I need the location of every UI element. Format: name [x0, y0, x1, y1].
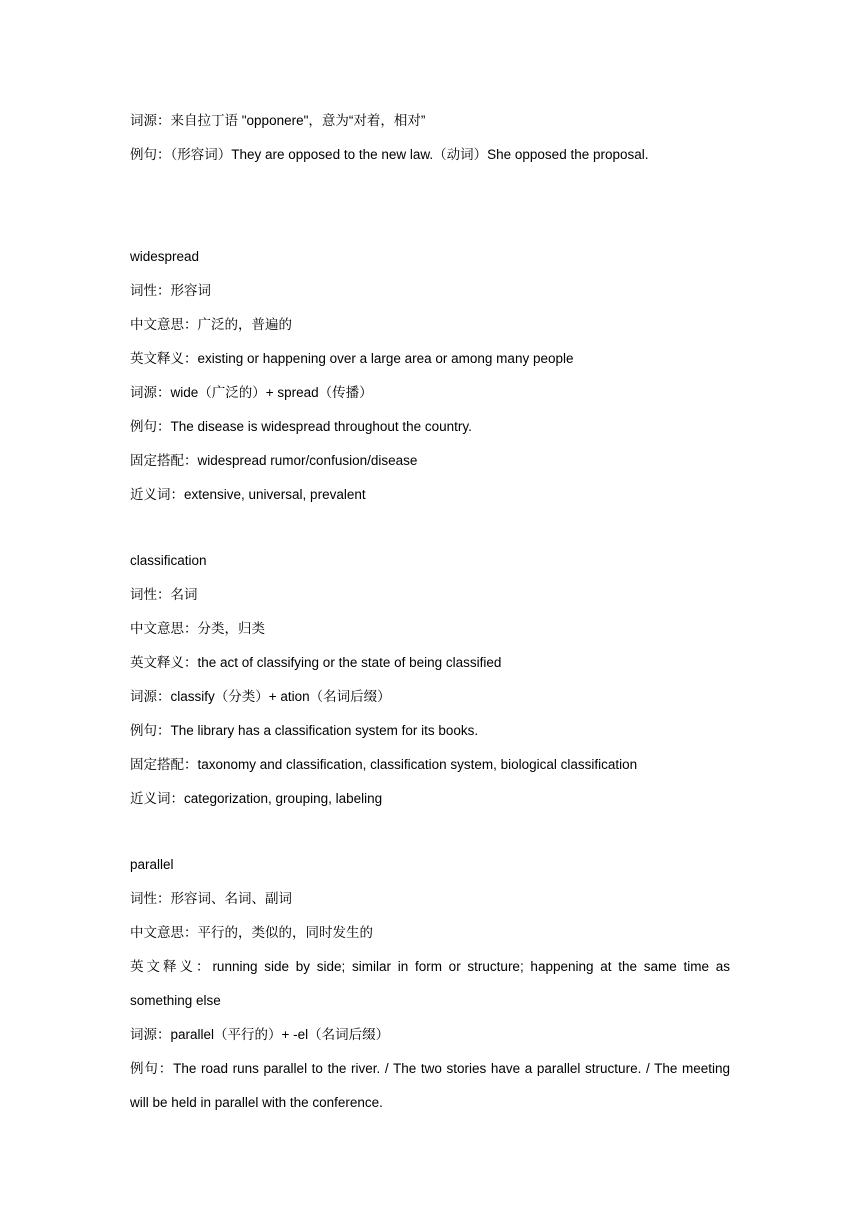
entry-word: widespread — [130, 249, 200, 264]
entry-etymology: 词源：parallel（平行的）+ -el（名词后缀） — [130, 1027, 390, 1042]
entry-meaning-en: 英文释义：the act of classifying or the state of being classified — [130, 655, 502, 670]
entry-meaning-cn: 中文意思：平行的，类似的，同时发生的 — [130, 925, 373, 940]
entry-synonyms: 近义词：extensive, universal, prevalent — [130, 487, 366, 502]
entry-collocation: 固定搭配：taxonomy and classification, classification system, biological classification — [130, 757, 638, 772]
entry-pos: 词性：形容词 — [130, 283, 211, 298]
entry-word: parallel — [130, 857, 174, 872]
intro-example: 例句：（形容词）They are opposed to the new law.（动词）She opposed the proposal. — [130, 147, 649, 162]
intro-etymology: 词源：来自拉丁语 "opponere"，意为“对着，相对” — [130, 113, 426, 128]
entry-widespread — [130, 240, 730, 512]
entry-meaning-en: 英文释义：running side by side; similar in form or structure; happening at the same time as something else — [130, 959, 730, 1008]
entry-classification — [130, 544, 730, 816]
entry-meaning-cn: 中文意思：广泛的，普遍的 — [130, 317, 292, 332]
entry-parallel — [130, 848, 730, 1120]
entry-etymology: 词源：wide（广泛的）+ spread（传播） — [130, 385, 373, 400]
entry-pos: 词性：形容词、名词、副词 — [130, 891, 292, 906]
entry-pos: 词性：名词 — [130, 587, 198, 602]
intro-section — [130, 104, 730, 172]
entry-meaning-en: 英文释义：existing or happening over a large area or among many people — [130, 351, 574, 366]
entry-meaning-cn: 中文意思：分类，归类 — [130, 621, 265, 636]
entry-example: 例句：The disease is widespread throughout the country. — [130, 419, 472, 434]
entry-example: 例句：The library has a classification system for its books. — [130, 723, 479, 738]
entry-example: 例句：The road runs parallel to the river. / The two stories have a parallel structure. / The meeting will be held in parallel with the conference. — [130, 1061, 730, 1110]
entry-word: classification — [130, 553, 207, 568]
entry-collocation: 固定搭配：widespread rumor/confusion/disease — [130, 453, 418, 468]
entry-etymology: 词源：classify（分类）+ ation（名词后缀） — [130, 689, 391, 704]
entry-synonyms: 近义词：categorization, grouping, labeling — [130, 791, 383, 806]
